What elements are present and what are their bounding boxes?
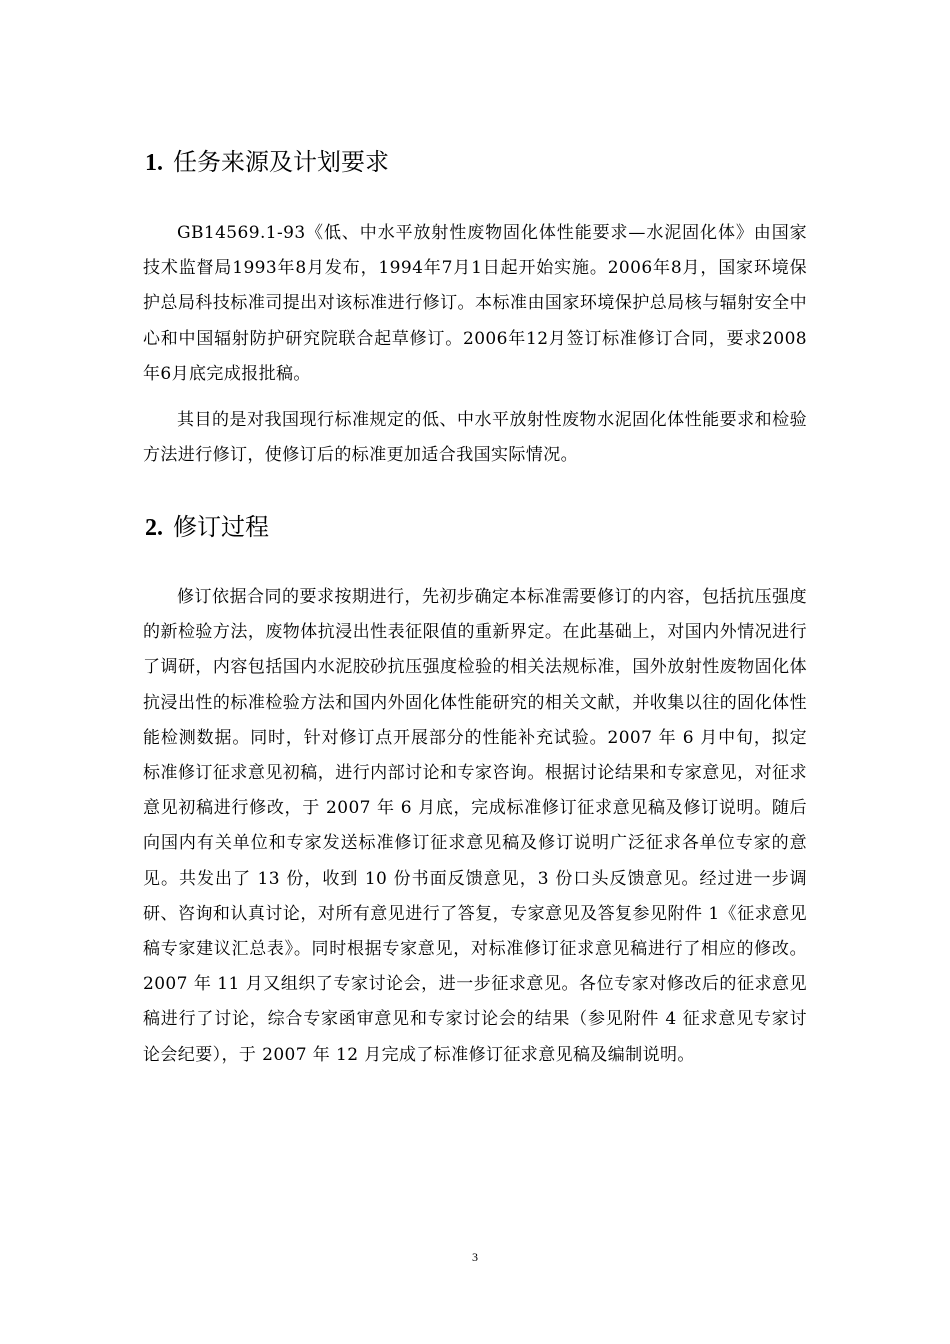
section-title: 修订过程 [173, 513, 269, 541]
section-number: 2. [145, 515, 163, 541]
section-number: 1. [145, 150, 163, 176]
page-number: 3 [472, 1250, 478, 1264]
section-1-paragraph-2: 其目的是对我国现行标准规定的低、中水平放射性废物水泥固化体性能要求和检验方法进行修订，使修订后的标准更加适合我国实际情况。 [143, 410, 807, 466]
section-1-paragraph-1: GB14569.1-93《低、中水平放射性废物固化体性能要求—水泥固化体》由国家技术监督局1993年8月发布，1994年7月1日起开始实施。2006年8月，国家环境保护总局科技标准司提出对该标准进行修订。本标准由国家环境保护总局核与辐射安全中心和中国辐射防护研究院联合起草修订。2006年12月签订标准修订合同，要求2008年6月底完成报批稿。 [143, 223, 807, 384]
section-heading-1 [145, 147, 389, 178]
section-title: 任务来源及计划要求 [173, 148, 389, 176]
section-heading-2 [145, 512, 269, 543]
section-2-paragraph-1: 修订依据合同的要求按期进行，先初步确定本标准需要修订的内容，包括抗压强度的新检验方法，废物体抗浸出性表征限值的重新界定。在此基础上，对国内外情况进行了调研，内容包括国内水泥胶砂抗压强度检验的相关法规标准，国外放射性废物固化体抗浸出性的标准检验方法和国内外固化体性能研究的相关文献，并收集以往的固化体性能检测数据。同时，针对修订点开展部分的性能补充试验。2007 年 6 月中旬，拟定标准修订征求意见初稿，进行内部讨论和专家咨询。根据讨论结果和专家意见，对征求意见初稿进行修改，于 2007 年 6 月底，完成标准修订征求意见稿及修订说明。随后向国内有关单位和专家发送标准修订征求意见稿及修订说明广泛征求各单位专家的意见。共发出了 13 份，收到 10 份书面反馈意见，3 份口头反馈意见。经过进一步调研、咨询和认真讨论，对所有意见进行了答复，专家意见及答复参见附件 1《征求意见稿专家建议汇总表》。同时根据专家意见，对标准修订征求意见稿进行了相应的修改。2007 年 11 月又组织了专家讨论会，进一步征求意见。各位专家对修改后的征求意见稿进行了讨论，综合专家函审意见和专家讨论会的结果（参见附件 4 征求意见专家讨论会纪要），于 2007 年 12 月完成了标准修订征求意见稿及编制说明。 [143, 587, 807, 1065]
